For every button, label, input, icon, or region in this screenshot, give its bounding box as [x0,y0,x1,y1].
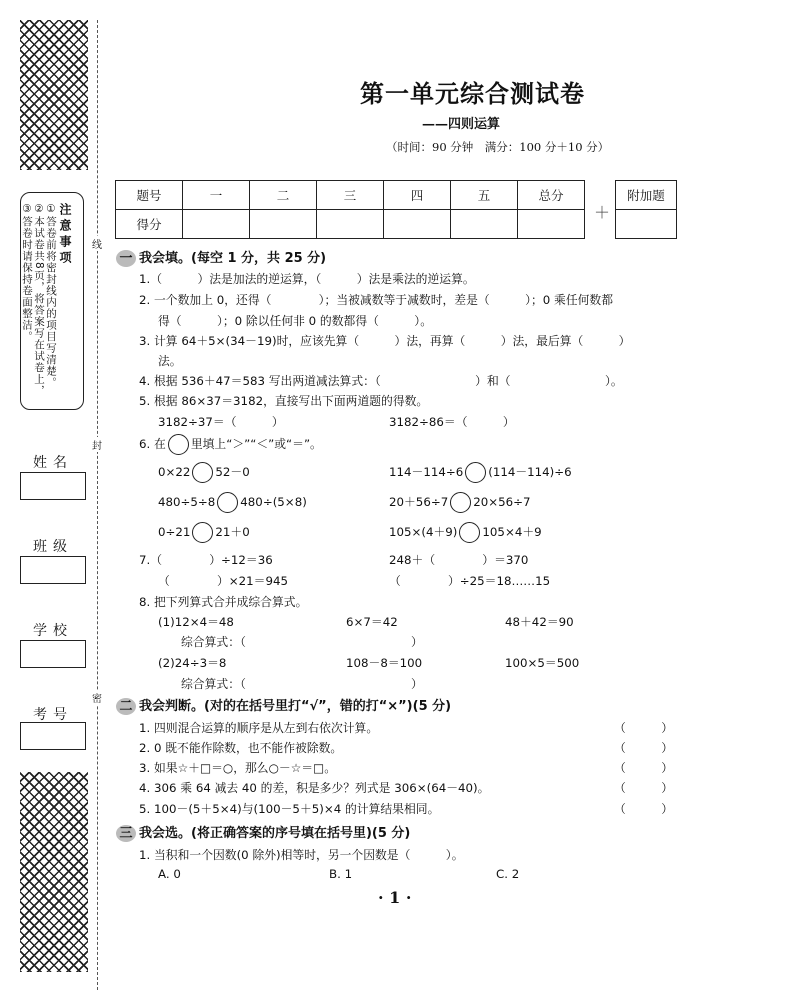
plus-sign: ＋ [594,203,611,222]
s3-q1: 1. 当积和一个因数(0 除外)相等时，另一个因数是（ ）。 [139,848,464,862]
page-subtitle: ——四则运算 [422,117,501,132]
s2-item-1: 1. 四则混合运算的顺序是从左到右依次计算。 [139,721,379,735]
notice-line-1: ①答卷前将密封线内的项目写清楚。 [45,203,57,389]
compare-circle-input[interactable] [450,492,471,513]
notice-line-2: ②本试卷共8页，将答案写在试卷上， [33,203,45,397]
score-table [115,180,585,239]
s1-q7-b: 248＋（ ）＝370 [389,553,529,567]
score-header-label: 题号 [116,181,183,210]
extra-header: 附加题 [616,181,677,210]
notice-heading: 注意事项 [58,203,72,267]
s1-q6-item-4 [389,492,531,513]
score-cell[interactable] [451,210,518,239]
section-2-heading [116,695,451,715]
compare-left: 0×22 [158,465,191,479]
binding-char-1: 线 [92,236,102,251]
s1-q2-line1: 2. 一个数加上 0，还得（ ）；当被减数等于减数时，差是（ ）；0 乘任何数都 [139,293,614,307]
section-1-title: 我会填。(每空 1 分，共 25 分) [139,251,327,266]
compare-circle-input[interactable] [459,522,480,543]
class-field[interactable] [20,556,86,584]
class-label: 班级 [33,539,73,555]
score-header-total: 总分 [518,181,585,210]
exam-no-field[interactable] [20,722,86,750]
s1-q5-b: 3182÷86＝（ ） [389,415,515,429]
s1-q6 [139,434,322,455]
s1-q6-item-3 [158,492,307,513]
compare-left: 114－114÷6 [389,465,464,479]
score-header-4: 四 [384,181,451,210]
section-2-badge: 二 [116,698,136,715]
score-cell[interactable] [250,210,317,239]
s1-q8-1b: 6×7＝42 [346,615,398,629]
binding-line [97,20,98,990]
s3-option-c: C. 2 [496,867,520,881]
s2-item-5: 5. 100－(5＋5×4)与(100－5＋5)×4 的计算结果相同。 [139,802,440,816]
s1-q6-item-2 [389,462,572,483]
score-header-5: 五 [451,181,518,210]
s1-q5: 5. 根据 86×37＝3182，直接写出下面两道题的得数。 [139,394,429,408]
binding-char-2: 封 [92,437,102,452]
section-3-heading [116,822,410,842]
s1-q6-item-5 [158,522,250,543]
s1-q8-1c: 48＋42＝90 [505,615,574,629]
compare-circle-input[interactable] [217,492,238,513]
compare-left: 480÷5÷8 [158,495,216,509]
s2-item-3: 3. 如果☆＋□＝○，那么○－☆＝□。 [139,761,337,775]
s1-q6-prefix: 6. 在 [139,437,166,451]
score-header-3: 三 [317,181,384,210]
compare-left: 0÷21 [158,525,191,539]
extra-score-table [615,180,677,239]
s1-q8-2a: (2)24÷3＝8 [158,656,227,670]
s1-q7-c: （ ）×21＝945 [158,574,288,588]
name-label: 姓名 [33,455,73,471]
compare-right: (114－114)÷6 [488,465,572,479]
s1-q3-line2: 法。 [158,354,182,368]
s1-q8-2b: 108－8＝100 [346,656,423,670]
school-field[interactable] [20,640,86,668]
s2-answer-bracket[interactable]: （ ） [614,761,673,775]
s1-q8: 8. 把下列算式合并成综合算式。 [139,595,308,609]
s1-q8-formula-1: 综合算式：（ ） [181,635,423,649]
s2-item-2: 2. 0 既不能作除数，也不能作被除数。 [139,741,343,755]
section-2-title: 我会判断。(对的在括号里打“√”，错的打“×”)(5 分) [139,699,452,714]
s2-answer-bracket[interactable]: （ ） [614,802,673,816]
s1-q8-formula-2: 综合算式：（ ） [181,677,423,691]
binding-char-3: 密 [92,690,102,705]
compare-right: 21＋0 [215,525,250,539]
s1-q5-a: 3182÷37＝（ ） [158,415,284,429]
decorative-pattern-bottom [20,772,88,972]
s1-q7-a: 7.（ ）÷12＝36 [139,553,273,567]
name-field[interactable] [20,472,86,500]
compare-right: 480÷(5×8) [240,495,307,509]
s1-q4: 4. 根据 536＋47＝583 写出两道减法算式：（ ）和（ ）。 [139,374,623,388]
compare-right: 52－0 [215,465,250,479]
notice-box [20,192,84,410]
s2-answer-bracket[interactable]: （ ） [614,781,673,795]
compare-right: 105×4＋9 [482,525,542,539]
s1-q2-line2: 得（ ）；0 除以任何非 0 的数都得（ ）。 [158,314,432,328]
score-cell[interactable] [183,210,250,239]
s2-item-4: 4. 306 乘 64 减去 40 的差，积是多少？列式是 306×(64－40)。 [139,781,490,795]
s1-q8-1a: (1)12×4＝48 [158,615,234,629]
s3-option-b: B. 1 [329,867,353,881]
s1-q8-2c: 100×5＝500 [505,656,580,670]
s1-q6-item-6 [389,522,542,543]
s1-q6-item-1 [158,462,250,483]
school-label: 学校 [33,623,73,639]
s2-answer-bracket[interactable]: （ ） [614,721,673,735]
score-header-1: 一 [183,181,250,210]
score-cell[interactable] [384,210,451,239]
s1-q6-suffix: 里填上“＞”“＜”或“＝”。 [190,437,322,451]
decorative-pattern-top [20,20,88,170]
compare-right: 20×56÷7 [473,495,531,509]
exam-no-label: 考号 [33,707,73,723]
s1-q3-line1: 3. 计算 64＋5×(34－19)时，应该先算（ ）法，再算（ ）法，最后算（ ） [139,334,631,348]
s2-answer-bracket[interactable]: （ ） [614,741,673,755]
section-1-heading [116,247,326,267]
s1-q7-d: （ ）÷25＝18……15 [389,574,551,588]
page-number: · 1 · [378,888,412,907]
circle-icon [168,434,189,455]
extra-score-cell[interactable] [616,210,677,239]
score-cell[interactable] [518,210,585,239]
score-header-2: 二 [250,181,317,210]
section-1-badge: 一 [116,250,136,267]
compare-left: 20＋56÷7 [389,495,449,509]
s3-option-a: A. 0 [158,867,181,881]
s1-q1: 1.（ ）法是加法的逆运算，（ ）法是乘法的逆运算。 [139,272,475,286]
compare-circle-input[interactable] [192,522,213,543]
compare-circle-input[interactable] [465,462,486,483]
section-3-badge: 三 [116,825,136,842]
compare-circle-input[interactable] [192,462,213,483]
compare-left: 105×(4＋9) [389,525,458,539]
section-3-title: 我会选。(将正确答案的序号填在括号里)(5 分) [139,826,411,841]
score-row-label: 得分 [116,210,183,239]
score-cell[interactable] [317,210,384,239]
notice-line-3: ③答卷时请保持卷面整洁。 [21,203,33,343]
time-info: （时间：90 分钟 满分：100 分＋10 分） [386,140,610,154]
page-title: 第一单元综合测试卷 [360,79,585,108]
